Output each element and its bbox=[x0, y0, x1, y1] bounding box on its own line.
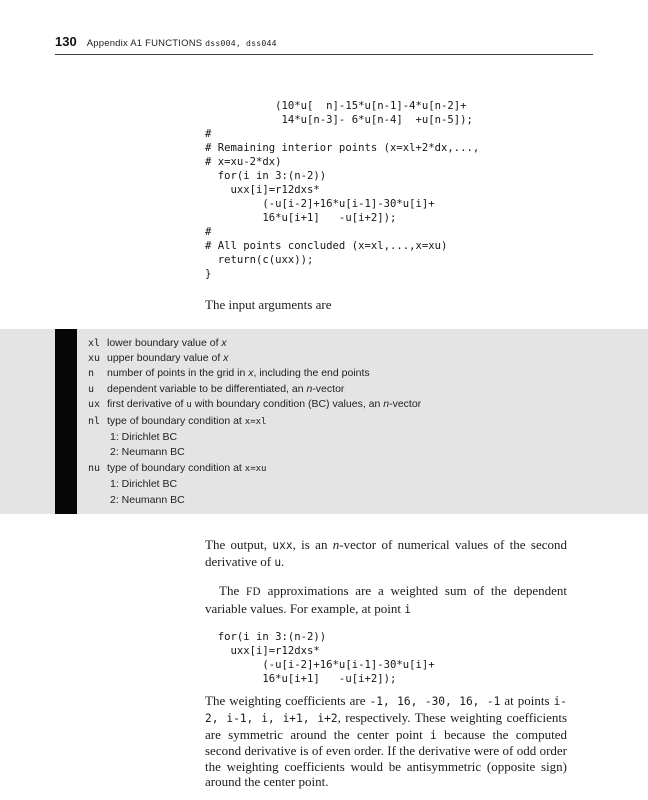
argument-description: first derivative of u with boundary condition (BC) values, an n-vector bbox=[107, 398, 422, 411]
argument-description: upper boundary value of x bbox=[107, 352, 229, 364]
argument-row bbox=[88, 351, 608, 366]
code-line: uxx[i]=r12dxs* bbox=[205, 645, 320, 658]
code-line: (10*u[ n]-15*u[n-1]-4*u[n-2]+ bbox=[205, 100, 467, 112]
code-line: # Remaining interior points (x=xl+2*dx,..., bbox=[205, 142, 480, 154]
argument-option: 2: Neumann BC bbox=[110, 446, 185, 459]
argument-description: type of boundary condition at x=xl bbox=[107, 414, 267, 427]
code-line: for(i in 3:(n-2)) bbox=[205, 631, 327, 644]
paragraph-weighting-coefficients: The weighting coefficients are -1, 16, -30, 16, -1 at points i-2, i-1, i, i+1, i+2, respectively. These weighting coefficients are symmetric around the center point i because the computed second derivative is of even order. If the derivative were of odd order the weighting coefficients would be antisymmetric (opposite sign) around the center point. bbox=[205, 693, 568, 790]
page-number: 130 bbox=[55, 34, 77, 49]
paragraph-fd-approximations: The FD approximations are a weighted sum of the dependent variable values. For example, at point i bbox=[205, 583, 567, 616]
code-line: uxx[i]=r12dxs* bbox=[205, 184, 320, 196]
code-line: # bbox=[205, 226, 212, 238]
code-line: # bbox=[205, 128, 212, 140]
argument-name: u bbox=[88, 383, 95, 395]
paragraph-output: The output, uxx, is an n-vector of numerical values of the second derivative of u. bbox=[205, 537, 567, 569]
argument-row bbox=[88, 366, 608, 381]
intro-line: The input arguments are bbox=[205, 297, 332, 312]
argument-name: ux bbox=[88, 399, 101, 411]
code-line: for(i in 3:(n-2)) bbox=[205, 170, 327, 182]
argument-option: 1: Dirichlet BC bbox=[110, 431, 178, 444]
argument-row bbox=[88, 336, 608, 351]
argument-description: type of boundary condition at x=xu bbox=[107, 461, 267, 474]
argument-description: number of points in the grid in x, including the end points bbox=[107, 367, 370, 380]
code-block-fd-example bbox=[205, 630, 567, 686]
argument-name: xu bbox=[88, 353, 101, 364]
code-line: 16*u[i+1] -u[i+2]); bbox=[205, 212, 397, 224]
argument-name: nu bbox=[88, 462, 101, 474]
argument-row bbox=[88, 461, 608, 477]
argument-name: nl bbox=[88, 415, 101, 427]
running-header-title: Appendix A1 FUNCTIONS dss004, dss044 bbox=[86, 38, 277, 49]
code-block-dss044 bbox=[205, 99, 567, 281]
argument-option: 2: Neumann BC bbox=[110, 493, 185, 506]
argument-row bbox=[88, 397, 608, 413]
code-line: (-u[i-2]+16*u[i-1]-30*u[i]+ bbox=[205, 198, 435, 210]
code-line: 16*u[i+1] -u[i+2]); bbox=[205, 673, 397, 686]
argument-row bbox=[88, 414, 608, 430]
code-line: # x=xu-2*dx) bbox=[205, 156, 282, 168]
arguments-list bbox=[88, 336, 608, 508]
argument-name: n bbox=[88, 368, 95, 380]
argument-name: xl bbox=[88, 337, 101, 349]
code-line: } bbox=[205, 268, 212, 280]
margin-marker-bar bbox=[55, 329, 77, 514]
code-line: return(c(uxx)); bbox=[205, 254, 314, 266]
running-header bbox=[55, 34, 593, 55]
argument-row bbox=[88, 382, 608, 397]
code-line: (-u[i-2]+16*u[i-1]-30*u[i]+ bbox=[205, 659, 435, 672]
code-line: # All points concluded (x=xl,...,x=xu) bbox=[205, 240, 448, 252]
argument-option: 1: Dirichlet BC bbox=[110, 478, 178, 491]
code-line: 14*u[n-3]- 6*u[n-4] +u[n-5]); bbox=[205, 114, 473, 126]
input-arguments-box bbox=[0, 329, 648, 514]
argument-description: lower boundary value of x bbox=[107, 336, 227, 349]
argument-description: dependent variable to be differentiated, an n-vector bbox=[107, 382, 345, 395]
